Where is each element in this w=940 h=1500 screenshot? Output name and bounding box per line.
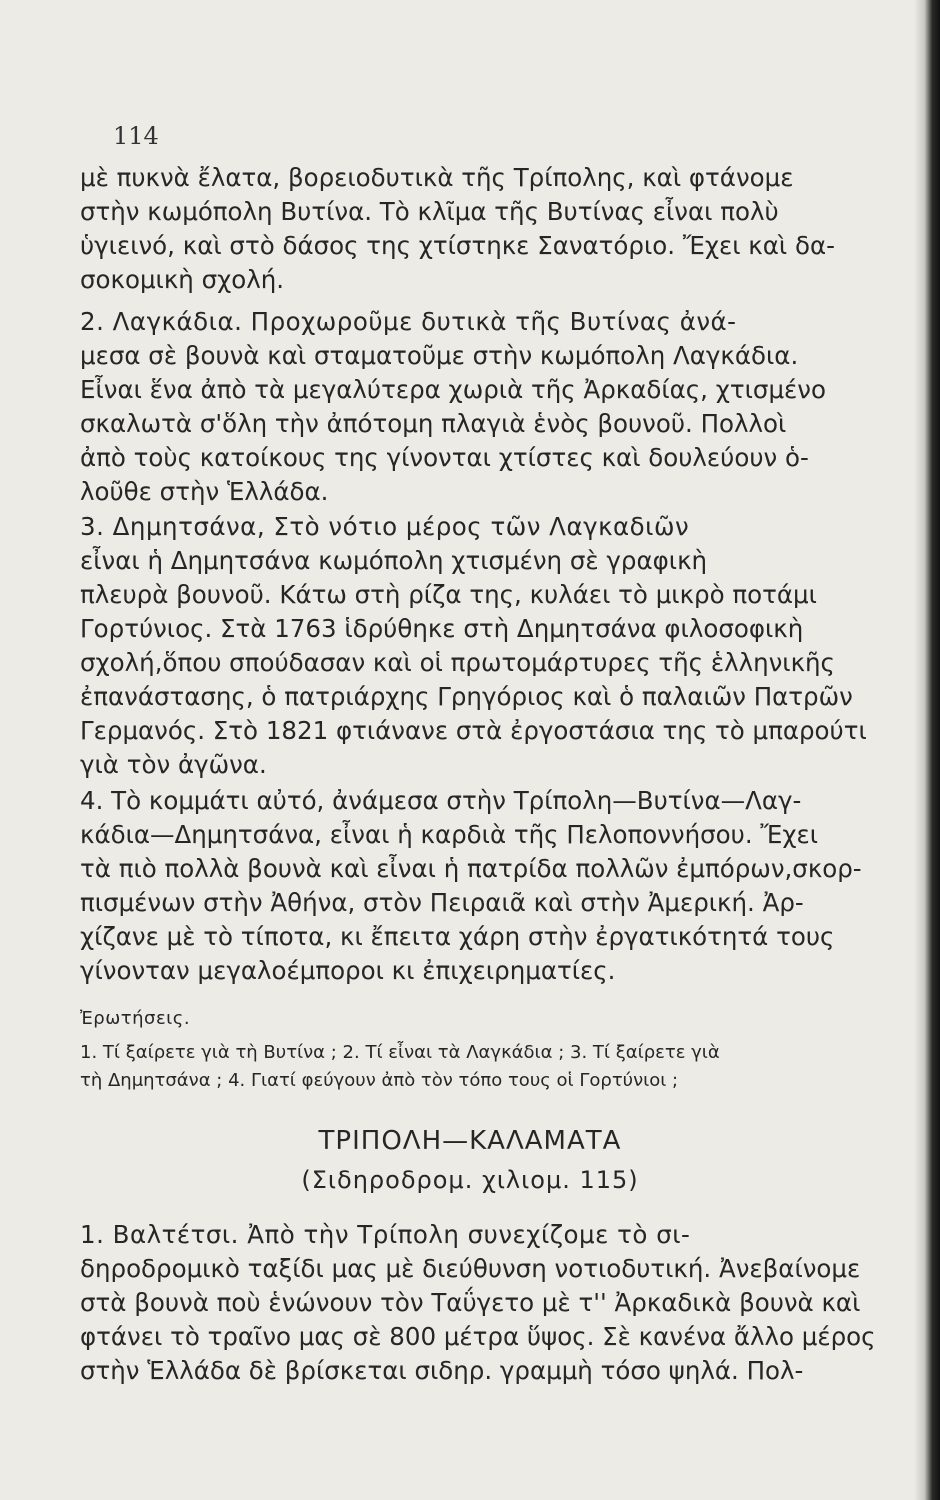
text-line: σκαλωτὰ σ'ὅλη τὴν ἀπότομη πλαγιὰ ἑνὸς βουνοῦ. Πολλοὶ [80,409,787,438]
text-line: μὲ πυκνὰ ἔλατα, βορειοδυτικὰ τῆς Τρίπολης, καὶ φτάνομε [80,163,794,192]
text-line: ὑγιεινό, καὶ στὸ δάσος της χτίστηκε Σανατόριο. Ἔχει καὶ δα- [80,231,835,260]
text-line: δηροδρομικὸ ταξίδι μας μὲ διεύθυνση νοτιοδυτική. Ἀνεβαίνομε [80,1254,861,1283]
text-line: εἶναι ἡ Δημητσάνα κωμόπολη χτισμένη σὲ γραφικὴ [80,546,708,575]
text-line: 2. Λαγκάδια. Προχωροῦμε δυτικὰ τῆς Βυτίνας ἀνά- [80,307,737,336]
page-number: 114 [113,122,159,150]
text-line: λοῦθε στὴν Ἑλλάδα. [80,477,329,506]
text-line: στὰ βουνὰ ποὺ ἑνώνουν τὸν Ταΰγετο μὲ τ'' Ἀρκαδικὰ βουνὰ καὶ [80,1288,861,1317]
question-line: τὴ Δημητσάνα ; 4. Γιατί φεύγουν ἀπὸ τὸν τόπο τους οἱ Γορτύνιοι ; [80,1070,679,1091]
text-line: στὴν κωμόπολη Βυτίνα. Τὸ κλῖμα τῆς Βυτίνας εἶναι πολὺ [80,197,779,226]
text-line: Γερμανός. Στὸ 1821 φτιάνανε στὰ ἐργοστάσια της τὸ μπαρούτι [80,716,867,745]
text-line: Γορτύνιος. Στὰ 1763 ἱδρύθηκε στὴ Δημητσάνα φιλοσοφικὴ [80,614,804,643]
questions-title: Ἐρωτήσεις. [80,1008,191,1029]
text-line: μεσα σὲ βουνὰ καὶ σταματοῦμε στὴν κωμόπολη Λαγκάδια. [80,341,799,370]
text-line: ἀπὸ τοὺς κατοίκους της γίνονται χτίστες καὶ δουλεύουν ὁ- [80,443,809,472]
text-line: 4. Τὸ κομμάτι αὐτό, ἀνάμεσα στὴν Τρίπολη—Βυτίνα—Λαγ- [80,786,802,815]
section-title: ΤΡΙΠΟΛΗ—ΚΑΛΑΜΑΤΑ [318,1126,622,1156]
text-line: σχολή,ὅπου σπούδασαν καὶ οἱ πρωτομάρτυρες τῆς ἑλληνικῆς [80,648,835,677]
text-line: στὴν Ἑλλάδα δὲ βρίσκεται σιδηρ. γραμμὴ τόσο ψηλά. Πολ- [80,1356,804,1385]
text-line: χίζανε μὲ τὸ τίποτα, κι ἔπειτα χάρη στὴν ἐργατικότητά τους [80,922,835,951]
text-line: 3. Δημητσάνα, Στὸ νότιο μέρος τῶν Λαγκαδιῶν [80,512,690,541]
text-line: γίνονταν μεγαλοέμποροι κι ἐπιχειρηματίες. [80,956,616,985]
text-line: Εἶναι ἕνα ἀπὸ τὰ μεγαλύτερα χωριὰ τῆς Ἀρκαδίας, χτισμένο [80,375,826,404]
text-line: τὰ πιὸ πολλὰ βουνὰ καὶ εἶναι ἡ πατρίδα πολλῶν ἐμπόρων,σκορ- [80,854,862,883]
text-line: σοκομικὴ σχολή. [80,265,285,294]
text-line: ἐπανάστασης, ὁ πατριάρχης Γρηγόριος καὶ ὁ παλαιῶν Πατρῶν [80,682,853,711]
text-line: 1. Βαλτέτσι. Ἀπὸ τὴν Τρίπολη συνεχίζομε τὸ σι- [80,1220,691,1249]
text-line: γιὰ τὸν ἀγῶνα. [80,750,267,779]
text-line: πλευρὰ βουνοῦ. Κάτω στὴ ρίζα της, κυλάει τὸ μικρὸ ποτάμι [80,580,817,609]
text-line: φτάνει τὸ τραῖνο μας σὲ 800 μέτρα ὕψος. Σὲ κανένα ἄλλο μέρος [80,1322,876,1351]
text-line: κάδια—Δημητσάνα, εἶναι ἡ καρδιὰ τῆς Πελοποννήσου. Ἔχει [80,820,819,849]
text-line: πισμένων στὴν Ἀθήνα, στὸν Πειραιᾶ καὶ στὴν Ἀμερική. Ἀρ- [80,888,804,917]
question-line: 1. Τί ξαίρετε γιὰ τὴ Βυτίνα ; 2. Τί εἶναι τὰ Λαγκάδια ; 3. Τί ξαίρετε γιὰ [80,1042,720,1063]
section-subtitle: (Σιδηροδρομ. χιλιομ. 115) [301,1166,639,1194]
